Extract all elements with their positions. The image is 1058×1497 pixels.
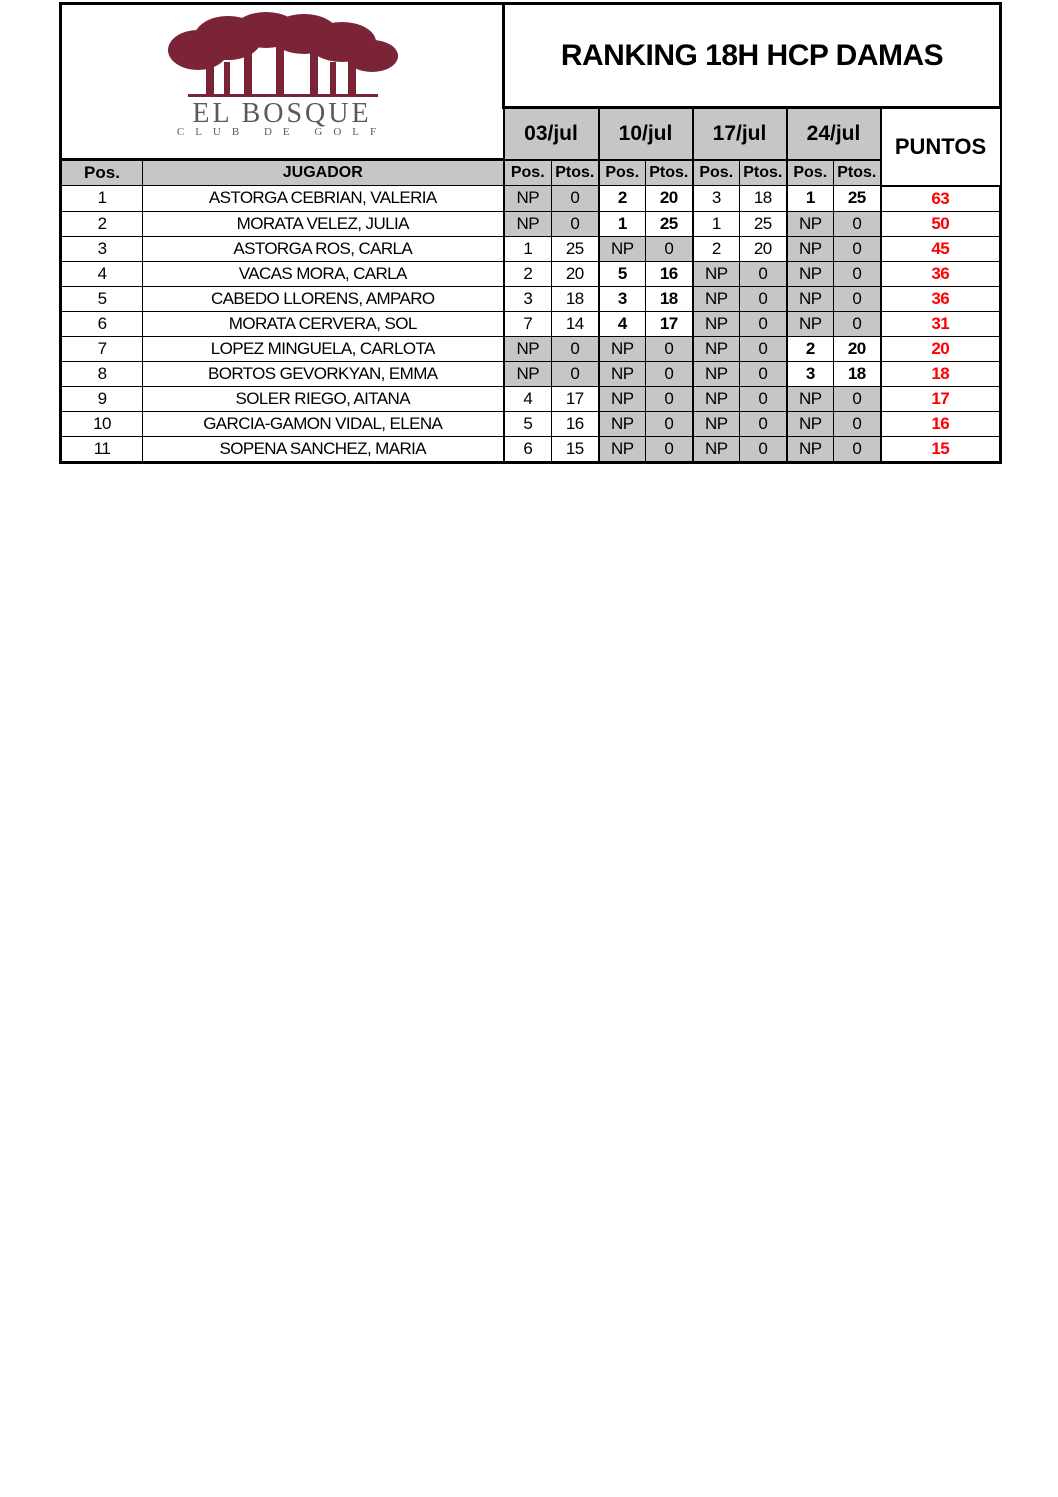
date-header: 10/jul: [599, 108, 693, 160]
round-ptos-cell: 16: [646, 261, 693, 286]
total-points-cell: 31: [881, 311, 1001, 336]
round-ptos-cell: 0: [834, 311, 881, 336]
round-pos-cell: NP: [599, 361, 646, 386]
table-row: [61, 236, 1001, 261]
round-ptos-cell: 0: [646, 411, 693, 436]
round-ptos-cell: 0: [740, 386, 787, 411]
round-pos-header: Pos.: [693, 160, 740, 186]
table-row: [61, 261, 1001, 286]
total-points-cell: 18: [881, 361, 1001, 386]
round-ptos-header: Ptos.: [834, 160, 881, 186]
trees-logo-icon: [158, 12, 408, 102]
round-ptos-cell: 0: [552, 361, 599, 386]
round-ptos-cell: 0: [834, 211, 881, 236]
round-ptos-cell: 0: [552, 211, 599, 236]
position-cell: 7: [61, 336, 143, 361]
round-pos-cell: 2: [504, 261, 552, 286]
round-pos-cell: 2: [787, 336, 834, 361]
round-ptos-cell: 20: [740, 236, 787, 261]
round-pos-cell: 1: [504, 236, 552, 261]
round-pos-cell: NP: [693, 336, 740, 361]
round-pos-header: Pos.: [504, 160, 552, 186]
round-pos-header: Pos.: [787, 160, 834, 186]
date-header: 24/jul: [787, 108, 881, 160]
round-pos-cell: NP: [787, 436, 834, 462]
ranking-rows: [61, 186, 1001, 463]
round-ptos-cell: 17: [646, 311, 693, 336]
round-ptos-cell: 18: [552, 286, 599, 311]
player-name-cell: MORATA CERVERA, SOL: [143, 311, 504, 336]
total-points-cell: 45: [881, 236, 1001, 261]
round-pos-cell: NP: [787, 211, 834, 236]
position-cell: 1: [61, 186, 143, 212]
round-pos-cell: 6: [504, 436, 552, 462]
round-ptos-cell: 0: [646, 386, 693, 411]
position-cell: 2: [61, 211, 143, 236]
round-ptos-cell: 0: [834, 436, 881, 462]
round-ptos-cell: 14: [552, 311, 599, 336]
round-pos-cell: NP: [693, 361, 740, 386]
round-pos-cell: NP: [787, 236, 834, 261]
round-ptos-cell: 0: [740, 361, 787, 386]
position-cell: 10: [61, 411, 143, 436]
total-points-cell: 16: [881, 411, 1001, 436]
round-ptos-cell: 18: [834, 361, 881, 386]
round-pos-cell: 3: [693, 186, 740, 212]
round-ptos-header: Ptos.: [646, 160, 693, 186]
round-ptos-cell: 0: [740, 436, 787, 462]
round-ptos-cell: 0: [834, 286, 881, 311]
round-pos-cell: NP: [504, 361, 552, 386]
round-pos-cell: NP: [504, 336, 552, 361]
round-pos-cell: 1: [693, 211, 740, 236]
round-pos-cell: NP: [599, 436, 646, 462]
total-points-cell: 15: [881, 436, 1001, 462]
round-ptos-cell: 25: [834, 186, 881, 212]
player-name-cell: SOPENA SANCHEZ, MARIA: [143, 436, 504, 462]
round-pos-cell: NP: [504, 211, 552, 236]
position-cell: 9: [61, 386, 143, 411]
page-title: RANKING 18H HCP DAMAS: [504, 4, 1001, 108]
round-ptos-cell: 0: [834, 411, 881, 436]
round-pos-cell: NP: [787, 411, 834, 436]
table-row: [61, 386, 1001, 411]
total-points-cell: 36: [881, 261, 1001, 286]
round-pos-cell: 3: [787, 361, 834, 386]
round-ptos-cell: 0: [646, 236, 693, 261]
round-ptos-cell: 0: [740, 261, 787, 286]
round-pos-cell: NP: [599, 236, 646, 261]
round-pos-cell: 1: [787, 186, 834, 212]
club-logo-cell: [61, 4, 504, 160]
round-ptos-cell: 0: [646, 336, 693, 361]
round-pos-cell: NP: [693, 386, 740, 411]
table-row: [61, 311, 1001, 336]
round-pos-cell: 1: [599, 211, 646, 236]
round-ptos-cell: 0: [552, 186, 599, 212]
club-name: EL BOSQUE: [192, 97, 372, 129]
table-row: [61, 411, 1001, 436]
position-cell: 6: [61, 311, 143, 336]
round-pos-cell: NP: [787, 386, 834, 411]
total-points-cell: 63: [881, 186, 1001, 212]
round-pos-cell: 7: [504, 311, 552, 336]
round-pos-cell: NP: [787, 286, 834, 311]
round-pos-cell: 5: [504, 411, 552, 436]
round-pos-cell: NP: [504, 186, 552, 212]
round-pos-cell: NP: [693, 261, 740, 286]
table-row: [61, 336, 1001, 361]
position-cell: 8: [61, 361, 143, 386]
round-pos-header: Pos.: [599, 160, 646, 186]
round-pos-cell: 2: [599, 186, 646, 212]
round-pos-cell: NP: [693, 311, 740, 336]
total-points-cell: 36: [881, 286, 1001, 311]
round-pos-cell: NP: [599, 386, 646, 411]
round-ptos-cell: 20: [646, 186, 693, 212]
round-ptos-cell: 18: [740, 186, 787, 212]
round-pos-cell: NP: [693, 286, 740, 311]
total-points-cell: 50: [881, 211, 1001, 236]
column-header-row: [61, 160, 1001, 186]
position-cell: 3: [61, 236, 143, 261]
player-name-cell: MORATA VELEZ, JULIA: [143, 211, 504, 236]
puntos-header: PUNTOS: [881, 108, 1001, 186]
round-ptos-cell: 17: [552, 386, 599, 411]
round-pos-cell: NP: [693, 436, 740, 462]
round-ptos-cell: 0: [740, 311, 787, 336]
player-name-cell: GARCIA-GAMON VIDAL, ELENA: [143, 411, 504, 436]
round-ptos-header: Ptos.: [740, 160, 787, 186]
round-ptos-cell: 25: [646, 211, 693, 236]
round-ptos-cell: 0: [834, 386, 881, 411]
round-ptos-cell: 0: [740, 286, 787, 311]
round-ptos-cell: 16: [552, 411, 599, 436]
round-ptos-cell: 15: [552, 436, 599, 462]
player-name-cell: ASTORGA ROS, CARLA: [143, 236, 504, 261]
round-pos-cell: 3: [504, 286, 552, 311]
player-name-cell: ASTORGA CEBRIAN, VALERIA: [143, 186, 504, 212]
round-ptos-cell: 0: [646, 361, 693, 386]
round-ptos-cell: 18: [646, 286, 693, 311]
round-ptos-cell: 25: [552, 236, 599, 261]
round-pos-cell: 4: [599, 311, 646, 336]
club-subtitle: CLUB DE GOLF: [176, 125, 388, 138]
position-cell: 11: [61, 436, 143, 462]
round-ptos-cell: 0: [740, 336, 787, 361]
round-ptos-cell: 0: [552, 336, 599, 361]
player-name-cell: LOPEZ MINGUELA, CARLOTA: [143, 336, 504, 361]
pos-column-header: Pos.: [61, 160, 143, 186]
round-ptos-cell: 25: [740, 211, 787, 236]
ranking-table: [59, 2, 1002, 464]
position-cell: 4: [61, 261, 143, 286]
table-row: [61, 286, 1001, 311]
table-row: [61, 186, 1001, 212]
player-name-cell: CABEDO LLORENS, AMPARO: [143, 286, 504, 311]
round-ptos-cell: 20: [552, 261, 599, 286]
table-row: [61, 211, 1001, 236]
round-ptos-cell: 0: [834, 236, 881, 261]
round-pos-cell: 2: [693, 236, 740, 261]
player-name-cell: VACAS MORA, CARLA: [143, 261, 504, 286]
date-header: 03/jul: [504, 108, 599, 160]
round-pos-cell: NP: [599, 411, 646, 436]
table-row: [61, 361, 1001, 386]
round-ptos-header: Ptos.: [552, 160, 599, 186]
table-row: [61, 436, 1001, 462]
date-header: 17/jul: [693, 108, 787, 160]
player-name-cell: BORTOS GEVORKYAN, EMMA: [143, 361, 504, 386]
total-points-cell: 20: [881, 336, 1001, 361]
player-name-cell: SOLER RIEGO, AITANA: [143, 386, 504, 411]
round-pos-cell: NP: [599, 336, 646, 361]
round-pos-cell: NP: [787, 311, 834, 336]
round-pos-cell: NP: [693, 411, 740, 436]
round-pos-cell: 3: [599, 286, 646, 311]
round-ptos-cell: 0: [740, 411, 787, 436]
jugador-column-header: JUGADOR: [143, 160, 504, 186]
round-ptos-cell: 0: [646, 436, 693, 462]
position-cell: 5: [61, 286, 143, 311]
round-pos-cell: 4: [504, 386, 552, 411]
round-ptos-cell: 20: [834, 336, 881, 361]
round-pos-cell: 5: [599, 261, 646, 286]
round-ptos-cell: 0: [834, 261, 881, 286]
round-pos-cell: NP: [787, 261, 834, 286]
total-points-cell: 17: [881, 386, 1001, 411]
